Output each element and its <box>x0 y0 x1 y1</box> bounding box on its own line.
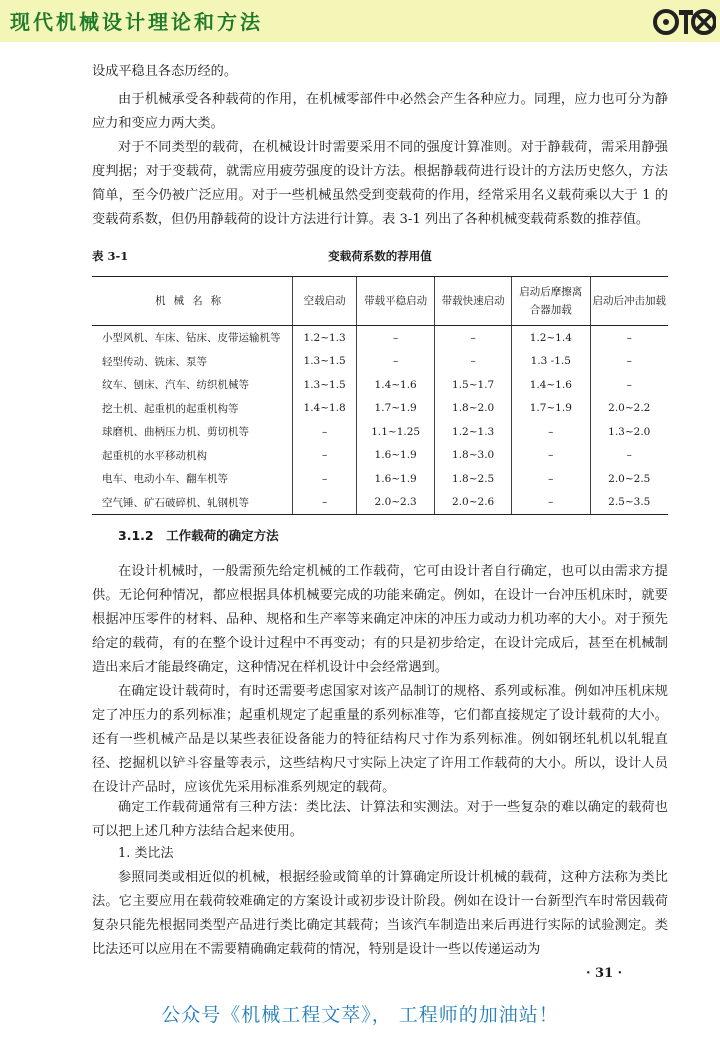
table-cell: – <box>590 350 668 374</box>
table-cell: 2.5~3.5 <box>590 491 668 515</box>
table-row <box>92 420 668 444</box>
table-cell: – <box>590 444 668 468</box>
table-cell: 1.6~1.9 <box>357 467 435 491</box>
table-cell: – <box>590 373 668 397</box>
table-cell: 1.8~3.0 <box>435 444 512 468</box>
table-row <box>92 444 668 468</box>
table-cell: 1.8~2.0 <box>435 397 512 421</box>
table-cell: 1.4~1.8 <box>293 397 357 421</box>
paragraph-3: 在设计机械时，一般需预先给定机械的工作载荷，它可由设计者自行确定，也可以由需求方提供。无论何种情况，都应根据具体机械要完成的功能来确定。例如，在设计一台冲压机床时，就要根据冲压零件的材料、品种、规格和生产率等来确定冲床的冲压力或动力机功率的大小。对于预先给定的载荷，有的在整个设计过程中不再变动；有的只是初步给定，在设计完成后，甚至在机械制造出来后才能最终确定，这种情况在样机设计中会经常遇到。 <box>92 564 668 675</box>
paragraph-2: 对于不同类型的载荷，在机械设计时需要采用不同的强度计算准则。对于静载荷，需采用静强度判据；对于变载荷，就需应用疲劳强度的设计方法。根据静载荷进行设计的方法历史悠久，方法简单，至今仍被广泛应用。对于一些机械虽然受到变载荷的作用，经常采用名义载荷乘以大于 1 的变载荷系数，但仍用静载荷的设计方法进行计算。表 3-1 列出了各种机械变载荷系数的推荐值。 <box>92 140 668 227</box>
col-header: 带载快速启动 <box>435 277 512 326</box>
table-cell: 轻型传动、铣床、泵等 <box>102 355 207 368</box>
table-cell: – <box>512 420 590 444</box>
load-factor-table <box>92 276 668 515</box>
subsection-heading: 1. 类比法 <box>118 846 174 861</box>
table-row <box>92 373 668 397</box>
table-cell: – <box>293 467 357 491</box>
footer-banner: 公众号《机械工程文萃》， 工程师的加油站！ <box>161 1004 559 1026</box>
table-row <box>92 350 668 374</box>
table-cell: – <box>512 467 590 491</box>
table-caption <box>92 248 668 268</box>
paragraph-5: 确定工作载荷通常有三种方法：类比法、计算法和实测法。对于一些复杂的难以确定的载荷也可以把上述几种方法结合起来使用。 <box>92 800 668 839</box>
table-cell: 纹车、刨床、汽车、纺织机械等 <box>102 379 249 392</box>
table-cell: 1.3~2.0 <box>590 420 668 444</box>
table-cell: 球磨机、曲柄压力机、剪切机等 <box>102 426 249 439</box>
table-cell: 1.2~1.3 <box>293 326 357 350</box>
table-header-row <box>92 277 668 326</box>
book-title: 现代机械设计理论和方法 <box>10 10 263 34</box>
table-row <box>92 397 668 421</box>
page-number: · 31 · <box>586 966 623 981</box>
col-header: 带载平稳启动 <box>357 277 435 326</box>
paragraph-6: 参照同类或相近似的机械，根据经验或简单的计算确定所设计机械的载荷，这种方法称为类比法。它主要应用在载荷较难确定的方案设计或初步设计阶段。例如在设计一台新型汽车时常因载荷复杂只能先根据同类型产品进行类比确定其载荷；当该汽车制造出来后再进行实际的试验测定。类比法还可以应用在不需要精确确定载荷的情况，特别是设计一些以传递运动为 <box>92 870 668 957</box>
section-heading: 3.1.2 工作载荷的确定方法 <box>118 528 279 543</box>
table-cell: 1.2~1.4 <box>512 326 590 350</box>
table-cell: 1.6~1.9 <box>357 444 435 468</box>
table-cell: 起重机的水平移动机构 <box>102 449 207 462</box>
table-row <box>92 326 668 350</box>
table-row <box>92 491 668 515</box>
table-cell: 1.5~1.7 <box>435 373 512 397</box>
table-cell: 1.3~1.5 <box>293 373 357 397</box>
paragraph-4: 在确定设计载荷时，有时还需要考虑国家对该产品制订的规格、系列或标准。例如冲压机床规定了冲压力的系列标准；起重机规定了起重量的系列标准等，它们都直接规定了设计载荷的大小。还有一些机械产品是以某些表征设备能力的特征结构尺寸作为系列标准。例如钢坯轧机以轧辊直径、挖掘机以铲斗容量等表示，这些结构尺寸实际上决定了许用工作载荷的大小。所以，设计人员在设计产品时，应该优先采用标准系列规定的载荷。 <box>92 684 668 795</box>
table-cell: 2.0~2.6 <box>435 491 512 515</box>
col-header: 空载启动 <box>293 277 357 326</box>
table-cell: 1.7~1.9 <box>357 397 435 421</box>
table-number: 表 3-1 <box>92 249 129 263</box>
paragraph-0: 设成平稳且各态历经的。 <box>92 64 238 79</box>
col-header: 启动后摩擦离合器加载 <box>512 277 590 326</box>
table-cell: 2.0~2.2 <box>590 397 668 421</box>
table-row <box>92 467 668 491</box>
col-header: 机械名称 <box>92 277 293 326</box>
paragraph-1: 由于机械承受各种载荷的作用，在机械零部件中必然会产生各种应力。同理，应力也可分为静应力和变应力两大类。 <box>92 92 668 131</box>
table-cell: 1.4~1.6 <box>512 373 590 397</box>
table-cell: – <box>293 444 357 468</box>
table-cell: 1.2~1.3 <box>435 420 512 444</box>
table-cell: 1.8~2.5 <box>435 467 512 491</box>
table-cell: 1.3~1.5 <box>293 350 357 374</box>
table-cell: 1.4~1.6 <box>357 373 435 397</box>
table-cell: – <box>512 491 590 515</box>
table-cell: – <box>590 326 668 350</box>
table-cell: 2.0~2.3 <box>357 491 435 515</box>
table-cell: 空气锤、矿石破碎机、轧钢机等 <box>92 491 293 515</box>
table-cell: – <box>357 326 435 350</box>
table-cell: 小型风机、车床、钻床、皮带运输机等 <box>102 332 281 345</box>
table-cell: 1.1~1.25 <box>357 420 435 444</box>
table-cell: – <box>293 420 357 444</box>
col-header: 启动后冲击加载 <box>590 277 668 326</box>
table-cell: 挖土机、起重机的起重机构等 <box>102 402 239 415</box>
table-cell: – <box>293 491 357 515</box>
table-title: 变载荷系数的荐用值 <box>328 249 432 263</box>
table-cell: – <box>357 350 435 374</box>
table-cell: – <box>512 444 590 468</box>
table-cell: – <box>435 326 512 350</box>
table-cell: 电车、电动小车、翻车机等 <box>102 473 228 486</box>
table-cell: 2.0~2.5 <box>590 467 668 491</box>
table-cell: 1.7~1.9 <box>512 397 590 421</box>
table-cell: 1.3 -1.5 <box>512 350 590 374</box>
table-cell: – <box>435 350 512 374</box>
